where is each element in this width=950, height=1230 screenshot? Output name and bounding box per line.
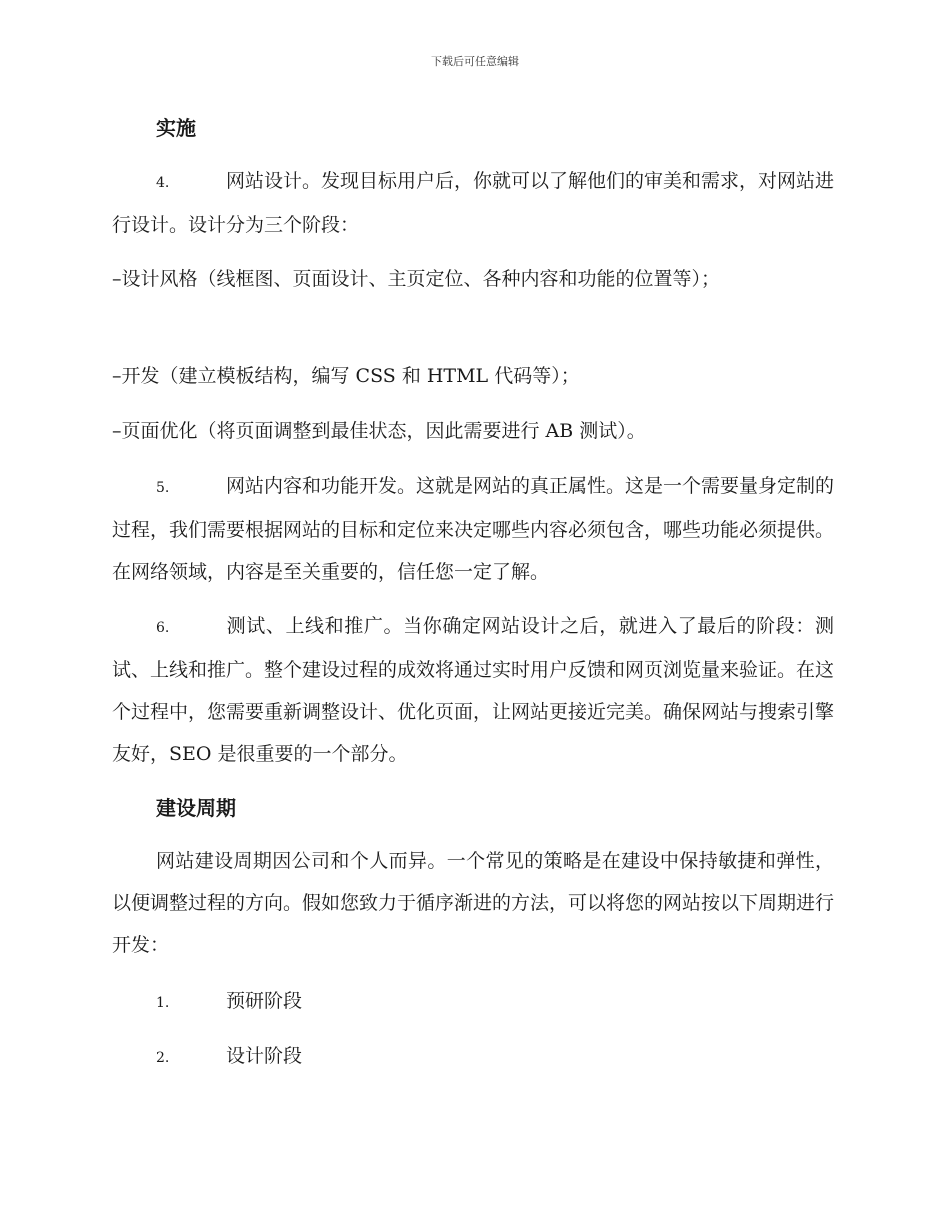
step-6-paragraph — [112, 605, 834, 775]
section-heading-implementation: 实施 — [156, 116, 196, 140]
cycle-item-2-text: 设计阶段 — [226, 1045, 303, 1067]
page-header: 下载后可任意编辑 — [431, 55, 519, 68]
step-6-number: 6. — [156, 620, 170, 636]
cycle-item-1-number: 1. — [156, 995, 170, 1011]
cycle-item-2-number: 2. — [156, 1050, 170, 1066]
step-4-paragraph — [112, 160, 834, 246]
step-5-paragraph — [112, 465, 834, 593]
cycle-item-1 — [156, 980, 302, 1024]
bullet-design-style: –设计风格（线框图、页面设计、主页定位、各种内容和功能的位置等）； — [112, 268, 721, 290]
cycle-intro-paragraph: 网站建设周期因公司和个人而异。一个常见的策略是在建设中保持敏捷和弹性，以便调整过程的方向。假如您致力于循序渐进的方法，可以将您的网站按以下周期进行开发： — [112, 850, 835, 956]
step-4-number: 4. — [156, 175, 170, 191]
step-6-text: 测试、上线和推广。当你确定网站设计之后，就进入了最后的阶段：测试、上线和推广。整个建设过程的成效将通过实时用户反馈和网页浏览量来验证。在这个过程中，您需要重新调整设计、优化页面，让网站更接近完美。确保网站与搜索引擎友好，SEO 是很重要的一个部分。 — [112, 615, 835, 765]
step-5-text: 网站内容和功能开发。这就是网站的真正属性。这是一个需要量身定制的过程，我们需要根据网站的目标和定位来决定哪些内容必须包含，哪些功能必须提供。在网络领域，内容是至关重要的，信任您一定了解。 — [112, 475, 835, 583]
bullet-page-optimization: –页面优化（将页面调整到最佳状态，因此需要进行 AB 测试）。 — [112, 420, 646, 442]
cycle-item-1-text: 预研阶段 — [226, 990, 303, 1012]
section-heading-cycle: 建设周期 — [156, 796, 236, 820]
step-4-text: 网站设计。发现目标用户后，你就可以了解他们的审美和需求，对网站进行设计。设计分为三个阶段： — [112, 170, 835, 236]
step-5-number: 5. — [156, 480, 170, 496]
cycle-item-2 — [156, 1035, 302, 1079]
bullet-development: –开发（建立模板结构，编写 CSS 和 HTML 代码等）； — [112, 365, 580, 387]
